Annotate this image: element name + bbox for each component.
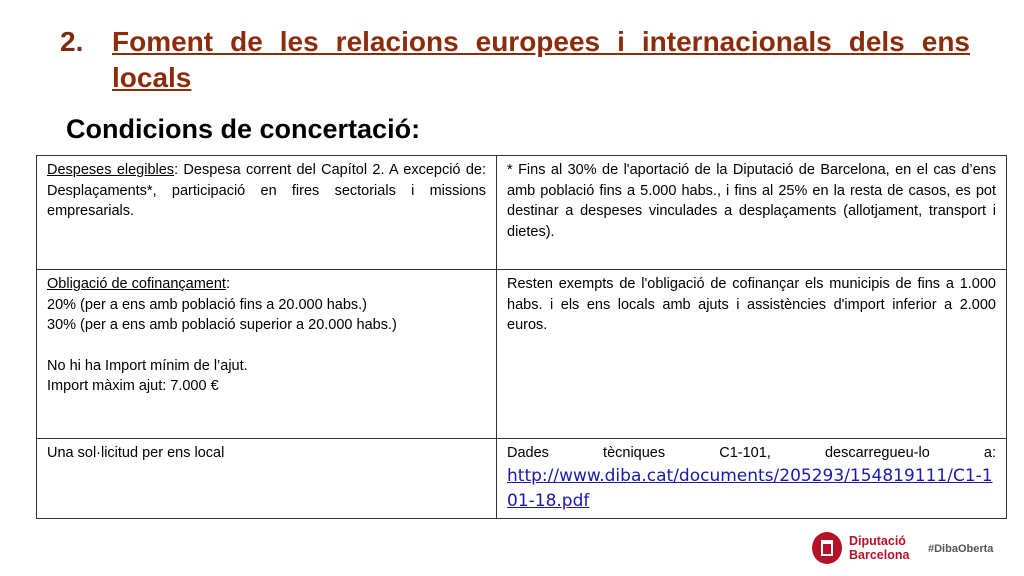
cofinancing-colon: :	[225, 276, 230, 292]
brand-line-1: Diputació	[849, 534, 906, 548]
word: tècniques	[603, 445, 666, 461]
word: C1-101,	[719, 445, 771, 461]
brand-name	[849, 534, 909, 562]
cell-exemptions	[497, 270, 1007, 439]
word: Dades	[507, 445, 549, 461]
max-amount-line: Import màxim ajut: 7.000 €	[47, 378, 219, 394]
cofinancing-heading	[47, 274, 486, 295]
exemptions-text: Resten exempts de l'obligació de cofinançar els municipis de fins a 1.000 habs. i els ens locals amb ajuts i assistències d'import inferior a 2.000 euros.	[507, 276, 996, 333]
cell-cofinancing	[37, 270, 497, 439]
cell-eligible-expenses	[37, 156, 497, 270]
download-link[interactable]: http://www.diba.cat/documents/205293/154819111/C1-101-18.pdf	[507, 465, 993, 511]
cell-technical-data	[497, 439, 1007, 519]
cofinancing-label: Obligació de cofinançament	[47, 276, 226, 292]
slide-heading	[60, 24, 970, 96]
word: a:	[983, 445, 996, 461]
table-row	[37, 270, 1007, 439]
table-row	[37, 156, 1007, 270]
cell-one-request	[37, 439, 497, 519]
heading-title: Foment de les relacions europees i internacionals dels ens locals	[112, 26, 970, 93]
crest-icon	[812, 532, 842, 564]
one-request-text: Una sol·licitud per ens local	[47, 445, 225, 461]
cell-travel-note	[497, 156, 1007, 270]
section-subtitle: Condicions de concertació:	[66, 114, 421, 144]
technical-data-line	[507, 443, 996, 464]
hashtag: #DibaOberta	[928, 543, 994, 555]
diputacio-logo	[812, 532, 909, 564]
cofinancing-line-2: 30% (per a ens amb població superior a 20.000 habs.)	[47, 317, 397, 333]
word: descarregueu-lo	[824, 445, 930, 461]
eligible-expenses-label: Despeses elegibles	[47, 162, 175, 178]
conditions-table	[36, 155, 1007, 519]
brand-line-2: Barcelona	[849, 548, 910, 562]
spacer	[47, 336, 486, 356]
heading-number: 2.	[60, 26, 84, 57]
travel-note-text: * Fins al 30% de l'aportació de la Diputació de Barcelona, en el cas d’ens amb població fins a 5.000 habs., i fins al 25% en la resta de casos, es pot destinar a despeses vinculades a desplaçaments (allotjament, transport i dietes).	[507, 162, 996, 240]
eligible-expenses-text: : Despesa corrent del Capítol 2. A excepció de: Desplaçaments*, participació en fires sectorials i missions empresarials.	[47, 162, 486, 219]
cofinancing-line-1: 20% (per a ens amb població fins a 20.000 habs.)	[47, 296, 368, 313]
min-amount-line: No hi ha Import mínim de l’ajut.	[47, 357, 248, 374]
table-row	[37, 439, 1007, 519]
